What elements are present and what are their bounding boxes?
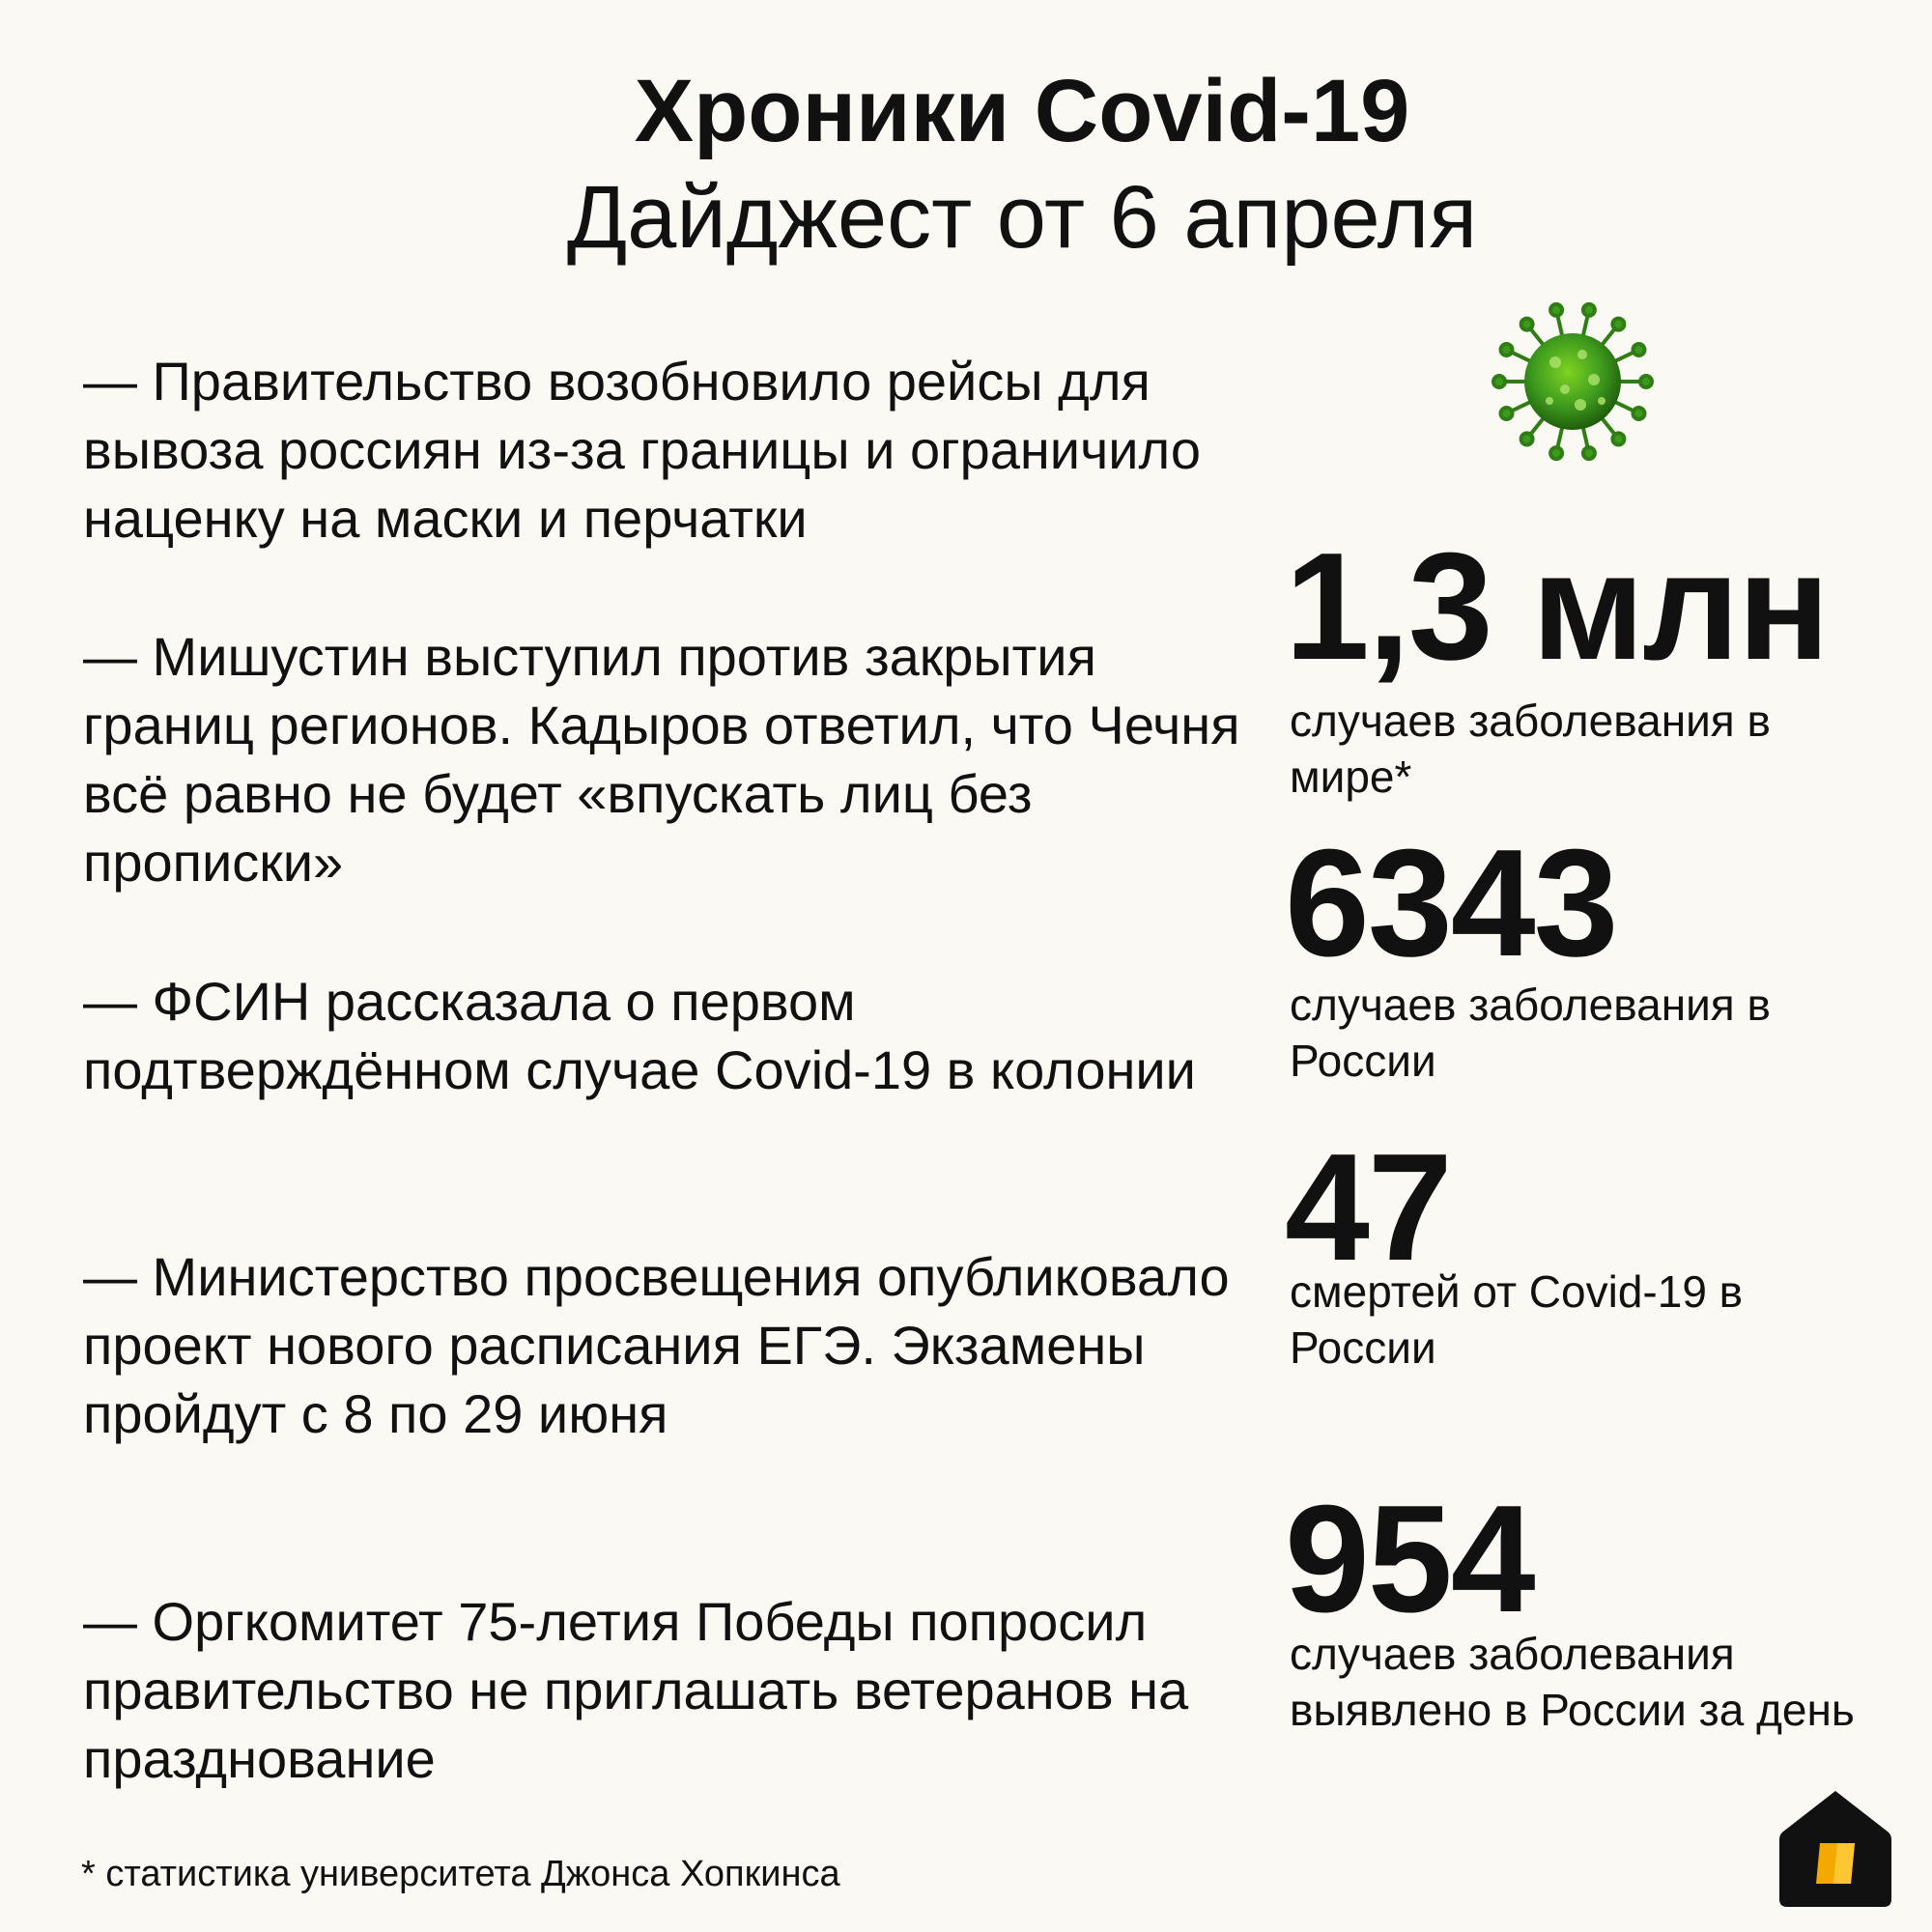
virus-icon <box>1486 295 1660 469</box>
stat-russia-cases-label: случаев заболевания в России <box>1290 980 1771 1086</box>
news-item: — Правительство возобновило рейсы для вывоза россиян из-за границы и ограничило наценку на маски и перчатки <box>83 351 1201 549</box>
stat-world-cases-value: 1,3 млн <box>1285 522 1829 692</box>
news-item: — Министерство просвещения опубликовало проект нового расписания ЕГЭ. Экзамены пройдут с 8 по 29 июня <box>83 1246 1230 1444</box>
house-logo-icon <box>1777 1787 1893 1909</box>
stat-daily-cases-value: 954 <box>1285 1474 1534 1644</box>
stat-russia-deaths-value: 47 <box>1285 1122 1451 1293</box>
news-item: — Мишустин выступил против закрытия границ регионов. Кадыров ответил, что Чечня всё равно не будет «впускать лиц без прописки» <box>83 626 1240 893</box>
stat-russia-deaths-label: смертей от Covid-19 в России <box>1290 1266 1744 1373</box>
stat-russia-cases-value: 6343 <box>1285 818 1617 988</box>
page-subtitle: Дайджест от 6 апреля <box>566 168 1478 267</box>
header <box>0 58 1932 270</box>
stat-world-cases-label: случаев заболевания в мире* <box>1290 696 1771 802</box>
stat-daily-cases-label: случаев заболевания выявлено в России за день <box>1290 1629 1855 1735</box>
news-item: — ФСИН рассказала о первом подтверждённом случае Covid-19 в колонии <box>83 971 1196 1100</box>
footnote: * статистика университета Джонса Хопкинса <box>81 1854 840 1894</box>
news-item: — Оргкомитет 75-летия Победы попросил правительство не приглашать ветеранов на празднование <box>83 1591 1189 1789</box>
page-title: Хроники Covid-19 <box>634 62 1410 160</box>
